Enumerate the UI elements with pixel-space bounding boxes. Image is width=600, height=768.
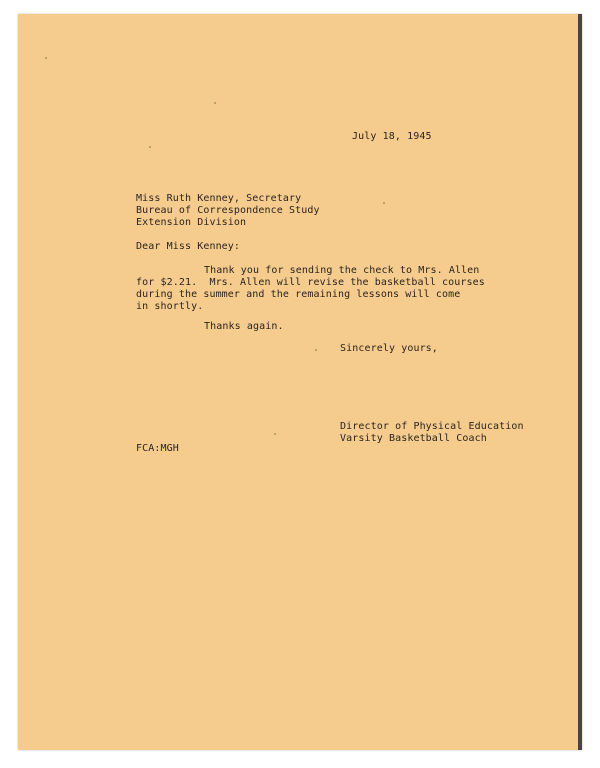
recipient-org-line2: Extension Division bbox=[136, 217, 247, 228]
recipient-name: Miss Ruth Kenney, Secretary bbox=[136, 193, 302, 204]
recipient-org-line1: Bureau of Correspondence Study bbox=[136, 205, 320, 216]
closing-note: Thanks again. bbox=[204, 321, 284, 332]
page-edge-shadow bbox=[578, 14, 582, 750]
paper-speck bbox=[45, 57, 47, 59]
letter-page bbox=[18, 14, 582, 750]
signature-title-1: Director of Physical Education bbox=[340, 421, 524, 432]
paper-speck bbox=[315, 349, 317, 351]
body-line-3: during the summer and the remaining lessons will come bbox=[136, 289, 461, 300]
typist-initials: FCA:MGH bbox=[136, 443, 179, 454]
salutation: Dear Miss Kenney: bbox=[136, 241, 241, 252]
signature-title-2: Varsity Basketball Coach bbox=[340, 433, 487, 444]
paper-speck bbox=[214, 102, 216, 104]
letter-date: July 18, 1945 bbox=[352, 131, 432, 142]
body-line-4: in shortly. bbox=[136, 301, 204, 312]
body-line-1: Thank you for sending the check to Mrs. Allen bbox=[204, 265, 480, 276]
body-line-2: for $2.21. Mrs. Allen will revise the basketball courses bbox=[136, 277, 485, 288]
closing: Sincerely yours, bbox=[340, 343, 438, 354]
paper-speck bbox=[383, 202, 385, 204]
paper-speck bbox=[149, 146, 151, 148]
paper-speck bbox=[274, 433, 276, 435]
